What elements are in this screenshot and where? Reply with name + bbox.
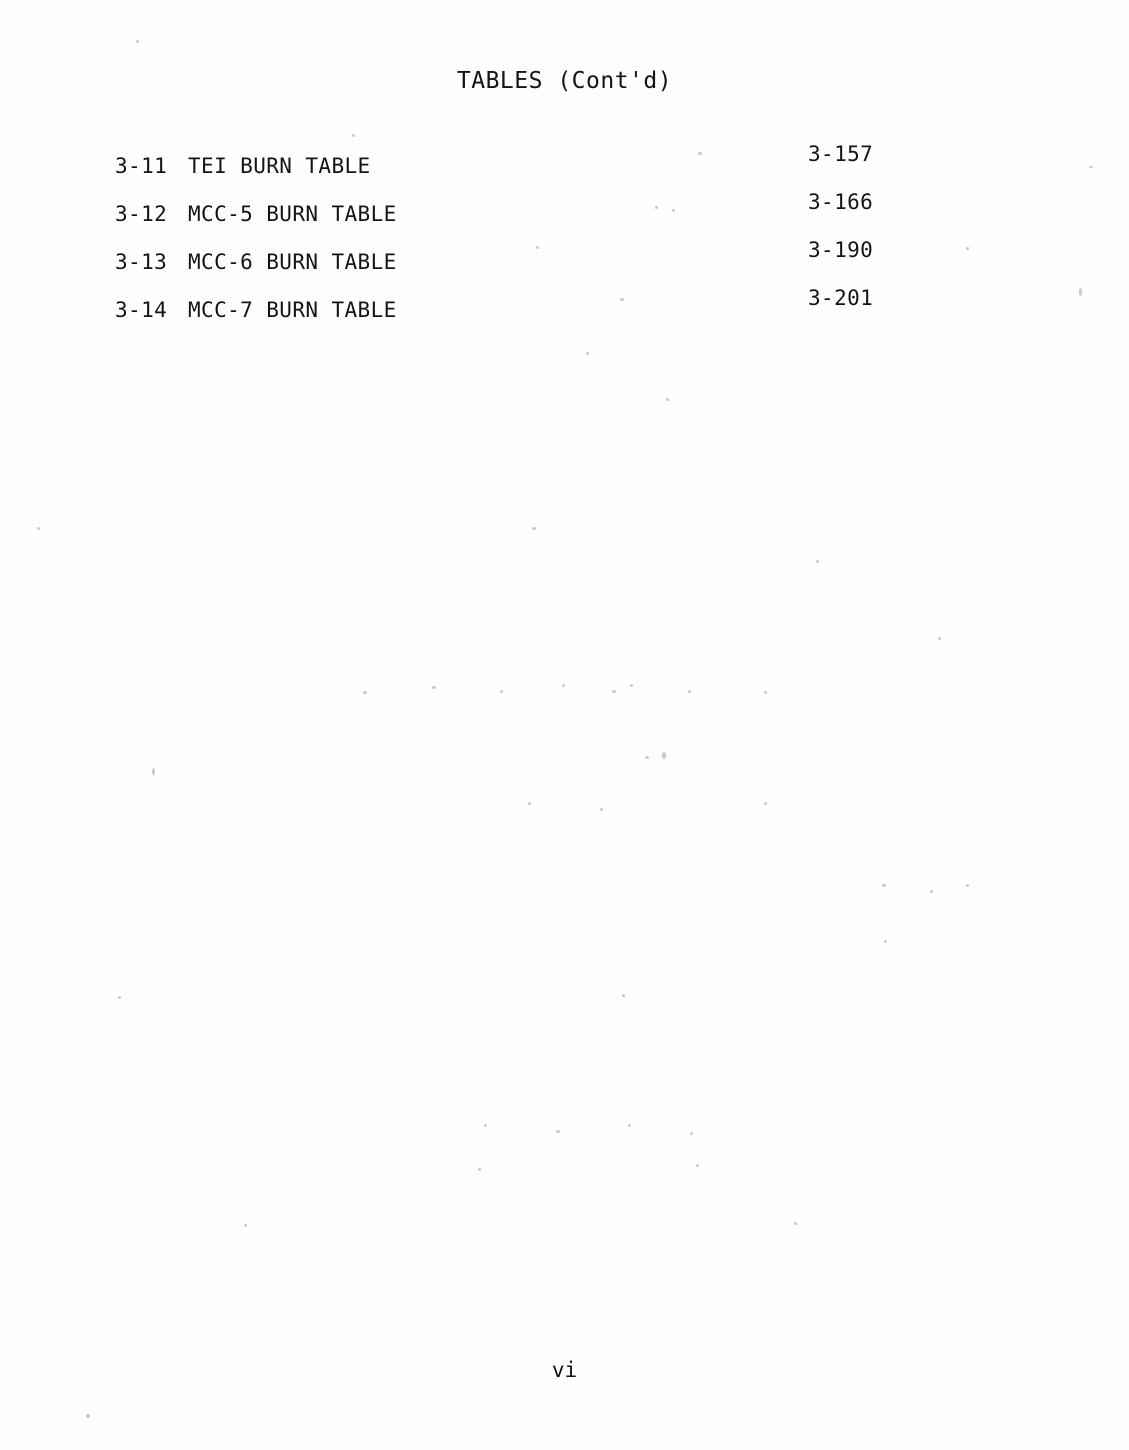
scan-speckle (938, 637, 941, 640)
scan-speckle (764, 802, 767, 805)
scan-speckle (556, 1130, 560, 1133)
scan-speckle (86, 1414, 90, 1418)
scan-speckle (352, 134, 355, 137)
toc-entry-number: 3-13 (115, 250, 168, 274)
scan-speckle (152, 768, 155, 775)
scan-speckle (645, 756, 649, 759)
scan-speckle (966, 884, 969, 887)
table-of-contents-list (0, 140, 1129, 332)
scan-speckle (586, 352, 589, 355)
scan-speckle (244, 1224, 247, 1227)
toc-entry-page: 3-157 (808, 142, 874, 166)
scan-speckle (363, 691, 367, 694)
toc-entry-number: 3-14 (115, 298, 168, 322)
scan-speckle (930, 890, 933, 893)
scan-speckle (500, 690, 503, 693)
scan-speckle (662, 752, 666, 759)
scan-speckle (622, 994, 625, 997)
scan-speckle (528, 802, 531, 805)
toc-entry-label: MCC-5 BURN TABLE (188, 202, 397, 226)
scan-speckle (884, 940, 887, 943)
scan-speckle (630, 684, 633, 687)
toc-entry-number: 3-11 (115, 154, 168, 178)
scan-speckle (816, 560, 819, 563)
scan-speckle (628, 1124, 631, 1127)
scan-speckle (764, 691, 767, 694)
list-item[interactable] (0, 236, 1129, 284)
list-item[interactable] (0, 284, 1129, 332)
toc-entry-label: MCC-7 BURN TABLE (188, 298, 397, 322)
toc-entry-page: 3-201 (808, 286, 874, 310)
scan-speckle (37, 527, 40, 530)
scan-speckle (612, 690, 616, 693)
list-item[interactable] (0, 140, 1129, 188)
scan-speckle (118, 996, 121, 999)
scan-speckle (478, 1168, 481, 1171)
scan-speckle (562, 684, 565, 687)
scan-speckle (600, 808, 603, 811)
toc-entry-number: 3-12 (115, 202, 168, 226)
scan-speckle (666, 398, 669, 401)
scan-speckle (696, 1164, 699, 1167)
scan-speckle (794, 1222, 797, 1225)
page-number-footer: vi (551, 1358, 578, 1382)
scan-speckle (484, 1124, 487, 1127)
page-title: TABLES (Cont'd) (456, 68, 673, 94)
scan-speckle (688, 690, 691, 693)
toc-entry-label: MCC-6 BURN TABLE (188, 250, 397, 274)
scan-speckle (432, 686, 436, 689)
toc-entry-page: 3-166 (808, 190, 874, 214)
scan-speckle (532, 527, 536, 530)
toc-entry-page: 3-190 (808, 238, 874, 262)
scan-speckle (136, 40, 139, 43)
scan-speckle (882, 884, 886, 887)
list-item[interactable] (0, 188, 1129, 236)
scan-speckle (690, 1132, 693, 1135)
toc-entry-label: TEI BURN TABLE (188, 154, 371, 178)
